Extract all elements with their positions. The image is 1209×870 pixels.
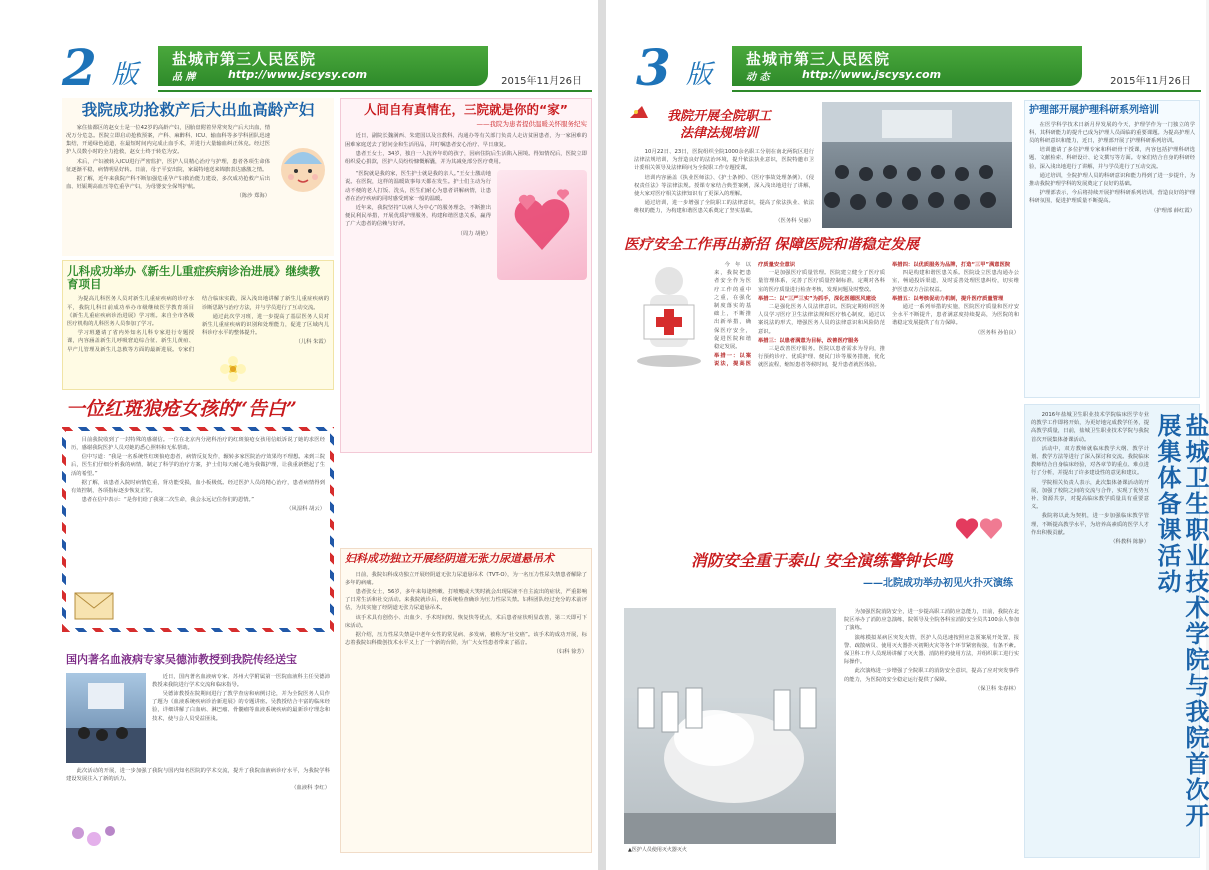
- article-nursing-research: [1024, 100, 1200, 398]
- paragraph: 通过培训，进一步增强了全院职工的法律意识，提高了依法执业、依法维权的能力，为构建和谐医患关系奠定了坚实基础。: [634, 200, 814, 215]
- article-body: [345, 571, 587, 657]
- left-masthead: [62, 40, 592, 95]
- article-title: 医疗安全工作再出新招 保障医院和谐稳定发展: [624, 237, 920, 253]
- article-body: [71, 436, 325, 514]
- hearts-decoration-icon: [953, 513, 1013, 543]
- paragraph: 据了解，近年来我院产科不断加强危重孕产妇救治能力建设，多次成功抢救产后出血、妊娠期高血压等危重孕产妇，为母婴安全保驾护航。: [66, 176, 270, 191]
- paragraph: 患者张女士，56岁，多年来每逢咳嗽、打喷嚏或大笑时就会出现尿液不自主流出的症状，严重影响了日常生活和社交活动。来我院就诊后，经系统检查确诊为压力性尿失禁。妇科团队经过充分的术前评估，为其实施了经阴道无张力尿道悬吊术。: [345, 589, 587, 612]
- masthead-rule: [158, 90, 592, 92]
- article-title-line1: 我院开展全院职工: [666, 109, 771, 124]
- article-author: （风湿科 胡云）: [286, 506, 325, 513]
- page-number: 2: [62, 38, 97, 97]
- paragraph: 活动中，双方教师就临床教学大纲、教学计划、教学方法等进行了深入探讨和交流。我院临床教师结合自身临床经验，对各章节的重点、难点进行了分析，并提出了许多建设性的意见和建议。: [1031, 445, 1149, 477]
- paragraph: 三是改善医疗服务。医院以患者需求为导向，推行预约诊疗、优质护理、便民门诊等服务措施，优化就医流程，缩短患者等候时间，提升患者就医体验。: [758, 346, 885, 369]
- article-author: （血液科 李红）: [291, 785, 330, 792]
- paragraph: 2016年盐城卫生职业技术学院临床医学专业的教学工作即将开始，为更好地完成教学任务，提高教学质量，日前，盐城卫生职业技术学院与我院首次开展集体备课活动。: [1031, 412, 1149, 443]
- article-fire-drill: [624, 552, 1019, 858]
- paragraph: “医院就是我的家，医生护士就是我的亲人。”王女士激动地说。在医院，这样的温暖故事每天都在发生。护士们主动为行动不便的老人打饭、洗头，医生们耐心为患者讲解病情，让患者在治疗疾病的同时感受到家一般的温暖。: [345, 171, 491, 202]
- paragraph: 信中写道：“我是一名系统性红斑狼疮患者，病情反复发作，辗转多家医院治疗效果均不理想。来到三院后，医生们仔细分析我的病情，制定了科学的治疗方案，护士们每天耐心地为我做护理，让我重新燃起了生活的希望。”: [71, 454, 325, 477]
- article-title: 妇科成功独立开展经阴道无张力尿道悬吊术: [345, 552, 554, 565]
- article-body: [66, 124, 270, 201]
- paragraph: 患者在信中表示：“是你们给了我第二次生命，我会永远记住你们的恩情。”: [81, 497, 254, 504]
- flower-icon: [213, 355, 253, 387]
- article-author: （妇科 徐芳）: [553, 649, 587, 656]
- article-body: [67, 295, 329, 353]
- figure-spacer: [624, 261, 714, 375]
- paragraph: 近年来，我院坚持“以病人为中心”的服务理念，不断推出便民利民举措，开展优质护理服务，构建和谐医患关系，赢得了广大患者的信赖与好评。: [345, 205, 491, 228]
- paragraph: 患者王女士，34岁，独自一人抚养年幼的孩子，因病住院后生活陷入困境。得知情况后，医院立即组织爱心捐款，医护人员纷纷慷慨解囊，并为其减免部分医疗费用。: [345, 150, 587, 165]
- article-author: （医务科 吴丽）: [775, 217, 814, 224]
- article-subtitle: ——我院为患者提供温暖关怀服务纪实: [476, 120, 587, 129]
- article-subtitle: ——北院成功举办初见火扑灭演练: [863, 578, 1013, 590]
- article-warm-care: [340, 98, 592, 453]
- article-medical-safety: [624, 235, 1019, 547]
- website-url[interactable]: http://www.jscysy.com: [228, 68, 368, 81]
- article-author: （周力 胡艳）: [457, 230, 491, 237]
- paragraph: 吴德沛教授在院期间进行了教学查房和病例讨论，并为全院医务人员作了题为《血液系统疾病诊治新进展》的专题讲座。吴教授结合丰富的临床经验，详细讲解了白血病、淋巴瘤、骨髓瘤等血液系统疾病的最新诊疗理念和技术，使与会人员受益匪浅。: [152, 691, 330, 722]
- paragraph: 术后，产妇被转入ICU进行严密监护，医护人员精心治疗与护理，患者各项生命体征逐渐平稳，病情明显好转。日前，母子平安出院，家属特地送来锦旗表达感激之情。: [66, 158, 270, 173]
- paragraph: 一是加强医疗质量管理。医院建立健全了医疗质量管理体系，完善了医疗质量控制标准，定期对各科室的医疗质量进行检查考核，发现问题及时整改。: [758, 270, 885, 293]
- subhead: 举措五：以考核促动力机制，提升医疗质量管理: [892, 295, 1004, 302]
- flag-icon: [628, 104, 688, 120]
- section-name: 品 牌: [172, 72, 196, 83]
- paragraph: 此次活动的开展，进一步加强了我院与国内知名医院的学术交流，提升了我院血液病诊疗水平，为我院学科建设发展注入了新的活力。: [66, 767, 330, 782]
- paragraph: 通过培训，全院护理人员的科研意识和能力得到了进一步提升，为推动我院护理学科的发展奠定了良好的基础。: [1029, 172, 1195, 187]
- paragraph: 据了解，该患者入院时病情危重，肾功能受损，血小板极低。经过医护人员的精心治疗，患者病情得到有效控制，各项指标逐步恢复正常。: [71, 479, 325, 495]
- article-title: 护理部开展护理科研系列培训: [1029, 105, 1159, 116]
- photo-caption: ▲医护人员使用灭火器灭火: [628, 847, 687, 853]
- article-title: 我院成功抢救产后大出血高龄产妇: [81, 101, 315, 119]
- article-title-line2: 法律法规培训: [679, 125, 758, 141]
- masthead-rule: [732, 90, 1201, 92]
- article-body: [1029, 121, 1195, 215]
- article-title: 消防安全重于泰山 安全演练警钟长鸣: [690, 551, 953, 570]
- article-author: （儿科 朱霞）: [295, 339, 329, 346]
- article-body-bottom: [66, 767, 330, 793]
- article-author: （保卫科 朱春林）: [974, 685, 1019, 692]
- article-body-top: [345, 132, 587, 166]
- page-ban: 版: [686, 60, 713, 90]
- paragraph: 目前我院收到了一封特殊的感谢信。一位在北京内分泌科治疗的红斑狼疮女孩用信纸诉说了她的求医经历，感谢我院医护人员对她的悉心照料和无私帮助。: [71, 436, 325, 452]
- article-title: 国内著名血液病专家吴德沛教授到我院传经送宝: [66, 653, 297, 666]
- paragraph: 该手术具有创伤小、出血少、手术时间短、恢复快等优点，术后患者症状明显改善，第二天即可下床活动。: [345, 614, 587, 629]
- article-hematology-expert: [62, 650, 334, 855]
- article-lupus-letter: [62, 395, 334, 645]
- paragraph: 通过一系列举措的实施，医院医疗质量和医疗安全水平不断提升，患者满意度持续提高，为医院的和谐稳定发展提供了有力保障。: [892, 304, 1019, 327]
- article-body-bottom: [345, 170, 491, 280]
- paragraph: 10月22日、23日，医院组织全院1000余名职工分别在南北两院区进行法律法规培训，为营造良好的法治环境，提升依法执业意识，医院特邀市卫计委相关领导及法律顾问为全院职工作专题授课。: [634, 149, 814, 172]
- paragraph: 我院将以此为契机，进一步加强临床教学管理，不断提高教学水平，为培养高素质的医学人才作出积极贡献。: [1031, 513, 1149, 536]
- paragraph: 为加强医院消防安全，进一步提高职工消防应急能力，日前，我院在北院区举办了消防应急演练，院领导及全院各科室消防安全员共100余人参加了演练。: [844, 609, 1019, 632]
- section-name: 动 态: [746, 72, 770, 83]
- paragraph: 演练模拟某病区突发火情，医护人员迅速按照应急预案展开处置，报警、疏散病员、使用灭火器扑灭初期火灾等各个环节紧密衔接，有条不紊。保卫科工作人员现场讲解了灭火器、消防栓的使用方法，并组织职工进行实际操作。: [844, 634, 1019, 666]
- article-title: 一位红斑狼疮女孩的“告白”: [66, 398, 297, 420]
- article-body-right: [152, 673, 330, 763]
- paragraph: 近日，副院长魏满西、朱建国以及宣教科、沟通办等有关部门负责人走访贫困患者，为一家困难的困难家庭送去了慰问金和生活用品，并叮嘱患者安心治疗、早日康复。: [345, 133, 587, 148]
- paragraph: 据介绍，压力性尿失禁是中老年女性的常见病、多发病，被称为“社交癌”。该手术的成功开展，标志着我院妇科微创技术水平又上了一个新的台阶，为广大女性患者带来了福音。: [345, 632, 587, 647]
- paragraph: 四是构建和谐医患关系。医院设立医患沟通办公室，畅通投诉渠道，及时妥善处理医患纠纷，切实维护医患双方合法权益。: [892, 270, 1019, 293]
- subhead: 举措四：以优质服务为品牌，打造“三甲”满意医院: [892, 262, 1011, 268]
- article-pediatrics-training: [62, 260, 334, 390]
- article-body: [844, 608, 1019, 693]
- decorative-flowers-icon: [66, 815, 126, 851]
- paragraph: 为提高儿科医务人员对新生儿重症疾病的诊疗水平，我院儿科日前成功举办市级继续医学教育项目《新生儿重症疾病诊治进展》学习班。来自全市各级医疗机构的儿科医务人员参加了学习。: [67, 296, 194, 328]
- article-body: [624, 261, 1019, 547]
- paragraph: 日前，我院妇科成功独立开展经阴道无张力尿道悬吊术（TVT-O），为一名压力性尿失禁患者解除了多年的病痛。: [345, 571, 587, 586]
- left-page: [0, 0, 598, 870]
- envelope-icon: [74, 588, 114, 622]
- paragraph: 在医学科学技术日新月异发展的今天，护理学作为一门独立的学科，其科研能力的提升已成为护理人员面临的重要课题。为提高护理人员的科研意识和能力，近日，护理部开展了护理科研系列培训。: [1029, 121, 1195, 144]
- page-gutter: [598, 0, 606, 870]
- baby-illustration: [276, 138, 330, 198]
- vertical-title: 盐城卫生职业技术学院与我院首次开展集体备课活动: [1153, 413, 1209, 829]
- article-title: 儿科成功举办《新生儿重症疾病诊治进展》继续教育项目: [67, 264, 320, 292]
- page-ban: 版: [112, 60, 139, 90]
- paragraph: 此次演练进一步增强了全院职工的消防安全意识，提高了应对突发事件的能力，为医院的安全稳定运行提供了保障。: [844, 668, 1019, 683]
- right-page: [606, 0, 1209, 870]
- article-author: （医务科 孙伯良）: [974, 329, 1019, 336]
- paragraph: 护理部表示，今后将持续开展护理科研系列培训，营造良好的护理科研氛围，促进护理质量不断提高。: [1029, 190, 1195, 205]
- subhead: 举措一：以案说法，提高医疗质量安全意识: [714, 262, 796, 368]
- article-body: [634, 148, 814, 225]
- paragraph: 二是强化医务人员法律意识。医院定期组织医务人员学习医疗卫生法律法规和医疗核心制度，通过以案说法的形式，增强医务人员的法律意识和风险防范意识。: [758, 304, 885, 335]
- paragraph: 培训内容涵盖《执业医师法》、《护士条例》、《医疗事故处理条例》、《侵权责任法》等法律法规。授课专家结合典型案例，深入浅出地进行了讲解，使大家对医疗相关法律知识有了更深入的理解。: [634, 174, 814, 198]
- article-author: （陈沙 郑海）: [236, 193, 270, 200]
- hospital-name: 盐城市第三人民医院: [746, 50, 891, 68]
- page-number: 3: [636, 38, 671, 97]
- article-title: 人间自有真情在，三院就是你的“家”: [364, 102, 568, 117]
- article-author: （护理部 薛红霞）: [1150, 207, 1195, 214]
- paragraph: 今年以来，我院把患者安全作为医疗工作的重中之重，在强化制度落实的基础上，不断推出新举措，确保医疗安全，促进医院和谐稳定发展。: [714, 262, 751, 351]
- right-masthead: [636, 40, 1201, 95]
- fire-drill-photo: [624, 608, 836, 844]
- lecture-photo: [66, 673, 146, 763]
- issue-date: 2015年11月26日: [501, 76, 582, 87]
- subhead: 举措三：以患者满意为目标，改善医疗服务: [758, 337, 859, 344]
- article-postpartum-rescue: [62, 98, 334, 256]
- paragraph: 学习班邀请了省内外知名儿科专家进行专题授课，内容涵盖新生儿呼吸窘迫综合征、新生儿黄疸、早产儿管理及新生儿急救等方面的最新进展。专家们结合临床实践，深入浅出地讲解了新生儿重症疾病的诊断思路与治疗方法，并与学员进行了互动交流。: [67, 296, 329, 353]
- article-body: [1031, 411, 1149, 546]
- airmail-frame: [62, 427, 334, 632]
- hearts-photo: [497, 170, 587, 280]
- article-legal-training: [624, 100, 1014, 230]
- website-url[interactable]: http://www.jscysy.com: [802, 68, 942, 81]
- masthead-banner: [158, 46, 488, 86]
- legal-title-block: [634, 110, 804, 142]
- article-author: （科教科 陈静）: [1110, 539, 1149, 546]
- issue-date: 2015年11月26日: [1110, 76, 1191, 87]
- paragraph: 学院相关负责人表示，此次集体备课活动的开展，加强了校院之间的交流与合作，实现了优势互补、资源共享，对提高临床教学质量具有重要意义。: [1031, 479, 1149, 511]
- paragraph: 近日，国内著名血液病专家、苏州大学附属第一医院血液科主任吴德沛教授来我院进行学术交流和临床指导。: [152, 673, 330, 688]
- article-gynecology-surgery: [340, 548, 592, 853]
- article-joint-lesson-prep: [1024, 404, 1209, 858]
- masthead-banner: [732, 46, 1082, 86]
- training-photo: [822, 102, 1012, 228]
- hospital-name: 盐城市第三人民医院: [172, 50, 317, 68]
- subhead: 举措二：以“三严三实”为抓手，深化医德医风建设: [758, 295, 877, 302]
- paragraph: 培训邀请了多位护理专家和科研骨干授课，内容包括护理科研选题、文献检索、科研设计、论文撰写等方面。专家们结合自身的科研经验，深入浅出地进行了讲解，并与学员进行了互动交流。: [1029, 147, 1195, 170]
- paragraph: 通过此次学习班，进一步提高了基层医务人员对新生儿重症疾病的识别和处理能力，促进了区域内儿科诊疗水平的整体提升。: [202, 313, 329, 337]
- paragraph: 家住盐都区的赵女士是一位42岁的高龄产妇，因胎盘附着异常突发产后大出血，情况万分危急。医院立即启动抢救预案，产科、麻醉科、ICU、输血科等多学科团队迅速集结，开通绿色通道，在最短时间内完成止血手术，并进行大量输血纠正休克。经过医护人员数小时的全力抢救，赵女士终于转危为安。: [66, 124, 270, 156]
